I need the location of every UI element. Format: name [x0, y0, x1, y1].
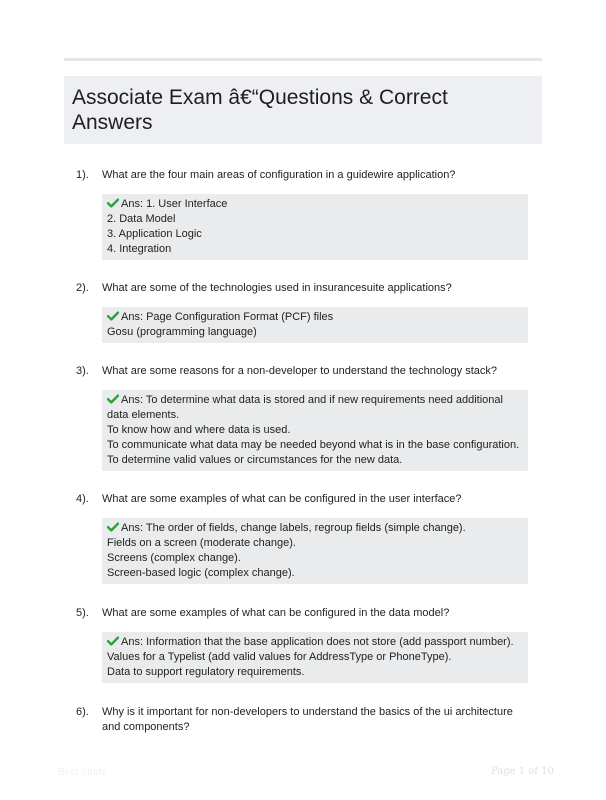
question-text: What are the four main areas of configuration in a guidewire application? [102, 169, 456, 181]
question-number: 2). [76, 282, 89, 294]
checkmark-icon [107, 394, 119, 404]
checkmark-icon [107, 198, 119, 208]
question-number: 5). [76, 607, 89, 619]
top-divider [64, 58, 542, 61]
answer-line: 2. Data Model [107, 213, 176, 225]
answer-text: Ans: To determine what data is stored and if new requirements need additional data elements. [107, 394, 503, 421]
answer-box [102, 194, 528, 260]
answer-line: To communicate what data may be needed beyond what is in the base configuration. [107, 439, 520, 451]
answer-line [107, 310, 524, 325]
question-text: What are some reasons for a non-developer to understand the technology stack? [102, 365, 498, 377]
answer-box [102, 518, 528, 584]
question-number: 4). [76, 493, 89, 505]
question-text: Why is it important for non-developers to understand the basics of the ui architecture and components? [102, 706, 513, 733]
answer-line: 3. Application Logic [107, 228, 202, 240]
answer-line: Values for a Typelist (add valid values for AddressType or PhoneType). [107, 651, 452, 663]
question-number: 3). [76, 365, 89, 377]
footer-watermark: Best Study [58, 767, 107, 778]
question-number: 6). [76, 706, 89, 718]
checkmark-icon [107, 522, 119, 532]
title-banner [64, 76, 542, 144]
answer-text: Ans: The order of fields, change labels, regroup fields (simple change). [121, 522, 466, 534]
answer-line: To determine valid values or circumstances for the new data. [107, 454, 403, 466]
answer-line [107, 197, 524, 212]
answer-text: Ans: Information that the base application does not store (add passport number). [121, 636, 514, 648]
document-title: Associate Exam â€“Questions & Correct Answers [72, 86, 448, 134]
answer-line: Screen-based logic (complex change). [107, 567, 295, 579]
question-text: What are some of the technologies used in insurancesuite applications? [102, 282, 452, 294]
answer-line: 4. Integration [107, 243, 172, 255]
answer-line: Fields on a screen (moderate change). [107, 537, 296, 549]
answer-line [107, 521, 524, 536]
answer-text: Ans: Page Configuration Format (PCF) files [121, 311, 334, 323]
answer-box [102, 307, 528, 343]
answer-text: Ans: 1. User Interface [121, 198, 228, 210]
answer-box [102, 390, 528, 471]
answer-line: To know how and where data is used. [107, 424, 291, 436]
answer-line: Data to support regulatory requirements. [107, 666, 305, 678]
answer-box [102, 632, 528, 683]
checkmark-icon [107, 311, 119, 321]
answer-line: Screens (complex change). [107, 552, 241, 564]
page-number: Page 1 of 10 [491, 766, 554, 777]
question-text: What are some examples of what can be configured in the user interface? [102, 493, 462, 505]
answer-line: Gosu (programming language) [107, 326, 257, 338]
answer-line [107, 393, 524, 423]
answer-line [107, 635, 524, 650]
question-number: 1). [76, 169, 89, 181]
question-text: What are some examples of what can be configured in the data model? [102, 607, 450, 619]
checkmark-icon [107, 636, 119, 646]
